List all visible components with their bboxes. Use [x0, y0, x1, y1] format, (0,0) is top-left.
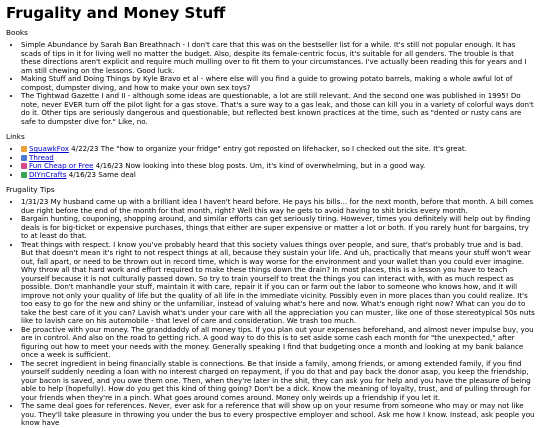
list-item: • Treat things with respect. I know you've probably heard that this society values things over people, and sure, that's probably true and is bad. But that doesn't mean it's right to not respect things at all, because they sustain your life. And uh, practically that means your stuff won't wear out, fall apart, or need to be thrown out in record time, which is way worse for the environment and your wallet than you could ever imagine. Why throw all that hard work and effort required to make these things down the drain? In most places, this is a lesson you have to teach yourself because it is not culturally passed down. So try to train yourself to treat the things you can interact with, with as much respect as possible. Don't manhandle your stuff, maintain it with care, repair it if you can or farm out the labor to someone who knows how, and it will improve not only your quality of life but the quality of all life in the immediate vicinity. Possibly even in more places than you could realize. It's too easy to go for the new and shiny or the unfamiliar, instead of valuing what's here and now. What's enough right now? What can you do to take the best care of it you can? Lavish what's under your care with all the appreciation you can muster, like one of those stereotypical 50s nuts like to lavish care on his automobile - that level of care and consideration. We trash too much.	[21, 241, 535, 326]
list-item: • The Tightwad Gazette I and II - although some ideas are questionable, a lot are still relevant. And the second one was published in 1995! Do note, never EVER turn off the pilot light for a gas stove. That's a sure way to a gas leak, and those can kill you in a variety of colorful ways don't do it. Other tips are seriously dangerous and questionable, but reflected best known practices at the time, such as "dented or rusty cans are safe to dumpster dive for." Like, no.	[21, 92, 535, 126]
squawkfox-favicon-icon	[21, 146, 27, 152]
list-item: • 1/31/23 My husband came up with a brilliant idea I haven't heard before. He pays his bills... for the next month, before that month. A bill comes due right before the end of the month for that month, right? Well this way he gets to avoid having to shit bricks every month.	[21, 198, 535, 215]
list-item: • Be proactive with your money. The granddaddy of all money tips. If you plan out your expenses beforehand, and almost never impulse buy, you are in control. And also on the road to getting rich. A good way to do this is to set aside some cash each month for "the unexpected," after figuring out how to meet your needs with the money. Generally speaking I find that budgeting once a month and looking at my bank balance once a week is sufficient.	[21, 326, 535, 360]
tips-heading: Frugality Tips	[6, 185, 55, 194]
link-note: 4/22/23 The "how to organize your fridge" entry got reposted on lifehacker, so I checked out the site. It's great.	[68, 144, 467, 153]
books-list	[6, 41, 535, 126]
diynwrafts-favicon-icon	[21, 172, 27, 178]
tips-list	[6, 198, 535, 428]
list-item	[21, 171, 535, 180]
links-list	[6, 145, 535, 179]
thread-favicon-icon	[21, 155, 27, 161]
link-diyncrafts[interactable]: DIYnCrafts	[29, 169, 67, 179]
fun-cheap-or-free-favicon-icon	[21, 163, 27, 169]
link-squawkfox[interactable]: SquawkFox	[29, 144, 69, 153]
page-title: Frugality and Money Stuff	[6, 4, 226, 22]
books-heading: Books	[6, 28, 28, 37]
links-heading: Links	[6, 132, 25, 141]
list-item: • The secret ingredient in being financially stable is connections. Be that inside a family, among friends, or among extended family, if you find yourself suddenly needing a loan with no interest charged on repayment, if you do that and pay back the donor asap, you keep the friendship, your bacon is saved, and you owe them one. Then, when they're later in the shit, they can ask you for help and you have the pleasure of being able to help (hopefully). How do you get this kind of thing going? Don't be a dick. Know the meaning of loyalty, trust, and of pulling through for your friends when they're in a pinch. What goes around comes around. Money only weirds up a friendship if you let it.	[21, 360, 535, 403]
list-item: • Bargain hunting, couponing, shopping around, and similar efforts can get seriously tiring. However, times you definitely will help out by finding deals is for big-ticket or expensive purchases, things that either are super expensive or matter a lot or both. If you rarely hunt for bargains, try to at least do that.	[21, 215, 535, 241]
list-item: • Making Stuff and Doing Things by Kyle Bravo et al - where else will you find a guide to growing potato barrels, making a whole awful lot of compost, dumpster diving, and how to make your own sex toys?	[21, 75, 535, 92]
link-thread[interactable]: Thread	[29, 152, 54, 162]
list-item: • The same deal goes for references. Never, ever ask for a reference that will show up on your resume from someone who may or may not like you. They'll take pleasure in throwing you under the bus to every prospective employer and school. Ask me how I know. Instead, ask people you know have	[21, 402, 535, 428]
link-note: 4/16/23 Same deal	[66, 169, 136, 179]
list-item	[21, 145, 535, 154]
link-note: 4/16/23 Now looking into these blog posts. Um, it's kind of overwhelming, but in a good way.	[93, 161, 426, 170]
link-fun-cheap-or-free[interactable]: Fun Cheap or Free	[29, 161, 94, 170]
list-item: • Simple Abundance by Sarah Ban Breathnach - I don't care that this was on the bestseller list for a while. It's still not popular enough. It has scads of tips in it for living well no matter the budget. Also, despite its female-centric focus, it's suitable for all genders. The trouble is that these directions aren't explicit and require much mulling over to fit them to your circumstances. I've actually been reading this for years and I am still chewing on the lessons. Good luck.	[21, 41, 535, 75]
